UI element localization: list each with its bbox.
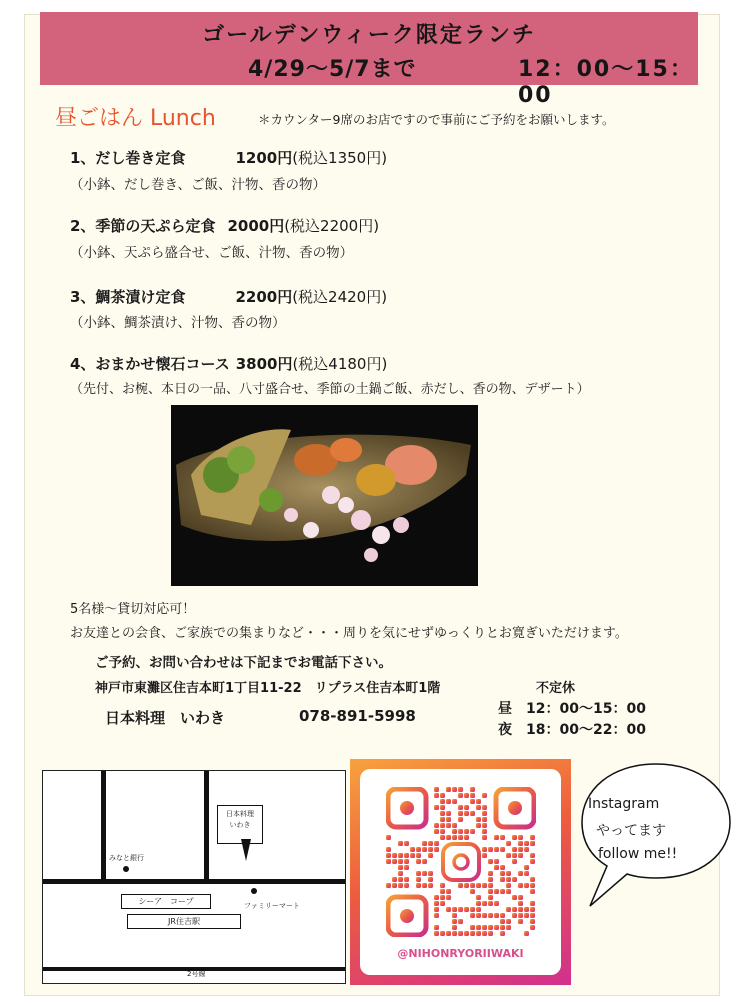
- qr-module: [494, 859, 499, 864]
- qr-module: [506, 889, 511, 894]
- menu-item-title: 1、だし巻き定食: [70, 149, 186, 167]
- qr-module: [452, 931, 457, 936]
- qr-module: [512, 835, 517, 840]
- qr-module: [398, 877, 403, 882]
- qr-module: [458, 883, 463, 888]
- qr-module: [512, 859, 517, 864]
- qr-module: [512, 877, 517, 882]
- menu-item-desc: （小鉢、鯛茶漬け、汁物、香の物）: [70, 315, 286, 331]
- qr-module: [458, 919, 463, 924]
- hours-dinner: 夜 18：00～22：00: [498, 722, 646, 738]
- qr-module: [470, 829, 475, 834]
- qr-module: [506, 907, 511, 912]
- menu-item-tax: (税込4180円): [292, 355, 388, 373]
- qr-module: [470, 883, 475, 888]
- qr-module: [506, 841, 511, 846]
- qr-module: [464, 907, 469, 912]
- qr-module: [482, 823, 487, 828]
- qr-module: [500, 871, 505, 876]
- menu-item-desc: （先付、お椀、本日の一品、八寸盛合せ、季節の土鍋ご飯、赤だし、香の物、デザート）: [70, 382, 590, 397]
- qr-module: [440, 889, 445, 894]
- qr-finder-dot: [508, 801, 522, 815]
- qr-module: [422, 841, 427, 846]
- qr-module: [476, 931, 481, 936]
- qr-module: [488, 901, 493, 906]
- qr-module: [428, 883, 433, 888]
- qr-module: [446, 787, 451, 792]
- menu-item-desc: （小鉢、だし巻き、ご飯、汁物、香の物）: [70, 177, 326, 193]
- menu-item-title: 3、鯛茶漬け定食: [70, 288, 186, 306]
- qr-module: [494, 901, 499, 906]
- qr-module: [440, 799, 445, 804]
- qr-module: [392, 877, 397, 882]
- menu-item: [70, 147, 387, 168]
- banner-dates: 4/29～5/7まで: [248, 57, 417, 82]
- qr-module: [410, 847, 415, 852]
- qr-code-icon[interactable]: [386, 787, 536, 937]
- map-road: [204, 771, 209, 879]
- qr-module: [488, 847, 493, 852]
- qr-module: [524, 883, 529, 888]
- menu-item: [70, 286, 387, 307]
- qr-module: [440, 835, 445, 840]
- reservation-notice: ＊カウンター9席のお店ですので事前にご予約をお願いします。: [258, 112, 615, 127]
- qr-module: [458, 829, 463, 834]
- qr-module: [428, 871, 433, 876]
- food-illustration: [171, 405, 478, 586]
- instagram-icon: [443, 844, 479, 880]
- qr-module: [440, 823, 445, 828]
- qr-module: [398, 841, 403, 846]
- qr-module: [470, 799, 475, 804]
- qr-module: [434, 895, 439, 900]
- map-coop: シーア コープ: [121, 894, 211, 909]
- qr-module: [488, 859, 493, 864]
- qr-module: [518, 853, 523, 858]
- qr-module: [446, 907, 451, 912]
- qr-module: [524, 847, 529, 852]
- qr-module: [446, 811, 451, 816]
- map-route-label: 2号線: [187, 970, 206, 978]
- qr-module: [530, 919, 535, 924]
- qr-module: [464, 829, 469, 834]
- event-banner: [40, 12, 698, 108]
- qr-module: [440, 901, 445, 906]
- qr-module: [434, 841, 439, 846]
- qr-module: [482, 847, 487, 852]
- qr-module: [518, 835, 523, 840]
- qr-module: [530, 877, 535, 882]
- qr-module: [518, 919, 523, 924]
- qr-module: [482, 931, 487, 936]
- qr-module: [506, 883, 511, 888]
- qr-module: [404, 877, 409, 882]
- menu-item-price: 2000円: [227, 217, 285, 235]
- map-familymart-label: ファミリーマート: [244, 902, 300, 910]
- qr-module: [446, 895, 451, 900]
- menu-item-price: 1200円: [235, 149, 293, 167]
- qr-module: [404, 853, 409, 858]
- qr-module: [476, 901, 481, 906]
- qr-module: [488, 895, 493, 900]
- map-shop-box: [217, 805, 263, 844]
- qr-module: [476, 805, 481, 810]
- qr-module: [518, 841, 523, 846]
- qr-module: [482, 925, 487, 930]
- map-shop-label: いわき: [229, 821, 251, 829]
- qr-module: [458, 805, 463, 810]
- qr-module: [500, 847, 505, 852]
- menu-item-title: 4、おまかせ懐石コース: [70, 355, 230, 373]
- qr-module: [482, 817, 487, 822]
- qr-module: [476, 895, 481, 900]
- qr-module: [398, 871, 403, 876]
- qr-module: [458, 811, 463, 816]
- qr-module: [458, 907, 463, 912]
- qr-module: [470, 907, 475, 912]
- qr-module: [452, 835, 457, 840]
- qr-module: [464, 931, 469, 936]
- qr-module: [386, 859, 391, 864]
- qr-module: [416, 871, 421, 876]
- qr-module: [422, 883, 427, 888]
- qr-module: [524, 931, 529, 936]
- qr-module: [470, 793, 475, 798]
- qr-module: [494, 865, 499, 870]
- qr-module: [386, 883, 391, 888]
- qr-module: [518, 913, 523, 918]
- qr-module: [452, 907, 457, 912]
- qr-module: [470, 913, 475, 918]
- hours-lunch: 昼 12：00～15：00: [498, 701, 646, 717]
- qr-module: [452, 829, 457, 834]
- qr-finder-dot: [400, 909, 414, 923]
- menu-item-tax: (税込2420円): [292, 288, 388, 306]
- qr-module: [464, 835, 469, 840]
- qr-module: [482, 901, 487, 906]
- qr-module: [392, 883, 397, 888]
- menu-item-price: 3800円: [235, 355, 293, 373]
- map-station: JR住吉駅: [127, 914, 241, 929]
- qr-module: [500, 913, 505, 918]
- qr-module: [434, 793, 439, 798]
- qr-module: [464, 805, 469, 810]
- qr-module: [488, 883, 493, 888]
- qr-module: [476, 823, 481, 828]
- qr-module: [386, 853, 391, 858]
- qr-module: [470, 811, 475, 816]
- instagram-handle[interactable]: @NIHONRYORIIWAKI: [397, 947, 524, 960]
- qr-module: [530, 853, 535, 858]
- qr-module: [488, 931, 493, 936]
- qr-module: [458, 787, 463, 792]
- qr-module: [530, 907, 535, 912]
- qr-module: [488, 871, 493, 876]
- qr-module: [530, 925, 535, 930]
- qr-module: [428, 877, 433, 882]
- qr-module: [512, 853, 517, 858]
- qr-module: [500, 877, 505, 882]
- qr-module: [506, 871, 511, 876]
- qr-module: [440, 811, 445, 816]
- qr-module: [482, 793, 487, 798]
- qr-module: [506, 853, 511, 858]
- qr-module: [440, 895, 445, 900]
- qr-module: [452, 919, 457, 924]
- qr-module: [458, 793, 463, 798]
- qr-module: [452, 925, 457, 930]
- menu-item-desc: （小鉢、天ぷら盛合せ、ご飯、汁物、香の物）: [70, 245, 354, 261]
- qr-module: [434, 829, 439, 834]
- qr-module: [428, 841, 433, 846]
- qr-module: [398, 853, 403, 858]
- qr-module: [386, 835, 391, 840]
- qr-module: [530, 859, 535, 864]
- qr-module: [530, 835, 535, 840]
- qr-module: [518, 883, 523, 888]
- qr-module: [518, 847, 523, 852]
- qr-module: [500, 865, 505, 870]
- qr-module: [434, 931, 439, 936]
- qr-module: [404, 841, 409, 846]
- qr-module: [422, 859, 427, 864]
- qr-module: [482, 835, 487, 840]
- qr-module: [470, 925, 475, 930]
- menu-item-title: 2、季節の天ぷら定食: [70, 217, 216, 235]
- qr-module: [458, 835, 463, 840]
- qr-module: [476, 817, 481, 822]
- qr-module: [434, 823, 439, 828]
- qr-module: [530, 901, 535, 906]
- qr-module: [416, 847, 421, 852]
- qr-module: [518, 901, 523, 906]
- qr-module: [482, 853, 487, 858]
- qr-finder-dot: [400, 801, 414, 815]
- qr-module: [398, 883, 403, 888]
- banner-title: ゴールデンウィーク限定ランチ: [202, 23, 536, 48]
- qr-module: [530, 883, 535, 888]
- qr-module: [404, 859, 409, 864]
- qr-module: [440, 931, 445, 936]
- qr-module: [530, 841, 535, 846]
- qr-module: [458, 817, 463, 822]
- qr-module: [512, 847, 517, 852]
- qr-module: [404, 883, 409, 888]
- lunch-heading: 昼ごはん Lunch: [55, 106, 216, 131]
- qr-module: [464, 793, 469, 798]
- qr-module: [494, 889, 499, 894]
- qr-module: [476, 925, 481, 930]
- qr-panel: [360, 769, 561, 975]
- qr-module: [410, 853, 415, 858]
- qr-module: [494, 847, 499, 852]
- qr-module: [524, 841, 529, 846]
- qr-module: [428, 847, 433, 852]
- closed-days: 不定休: [536, 681, 576, 696]
- qr-module: [392, 859, 397, 864]
- qr-module: [464, 883, 469, 888]
- bubble-text: follow me!!: [598, 846, 678, 862]
- qr-module: [482, 913, 487, 918]
- qr-module: [446, 799, 451, 804]
- qr-module: [482, 883, 487, 888]
- qr-module: [446, 823, 451, 828]
- bubble-text: Instagram: [588, 796, 660, 812]
- bubble-text: やってます: [596, 823, 666, 839]
- qr-module: [524, 913, 529, 918]
- map-shop-pointer: [241, 839, 251, 861]
- qr-module: [440, 817, 445, 822]
- qr-module: [524, 871, 529, 876]
- qr-module: [440, 793, 445, 798]
- qr-module: [506, 925, 511, 930]
- qr-module: [494, 835, 499, 840]
- qr-module: [416, 859, 421, 864]
- qr-module: [518, 895, 523, 900]
- qr-module: [434, 805, 439, 810]
- qr-module: [392, 853, 397, 858]
- qr-module: [476, 907, 481, 912]
- qr-module: [512, 895, 517, 900]
- qr-module: [488, 913, 493, 918]
- map-bank-label: みなと銀行: [109, 854, 144, 862]
- qr-module: [422, 847, 427, 852]
- menu-item-tax: (税込2200円): [284, 217, 380, 235]
- qr-module: [434, 913, 439, 918]
- qr-module: [500, 889, 505, 894]
- instagram-lens: [454, 855, 468, 869]
- qr-module: [446, 817, 451, 822]
- menu-item: [70, 215, 379, 236]
- qr-module: [434, 907, 439, 912]
- qr-module: [500, 925, 505, 930]
- map-familymart-marker: [251, 888, 257, 894]
- qr-module: [434, 787, 439, 792]
- qr-module: [458, 931, 463, 936]
- qr-module: [386, 847, 391, 852]
- qr-module: [476, 883, 481, 888]
- access-map: [42, 770, 346, 984]
- qr-module: [440, 805, 445, 810]
- qr-module: [488, 925, 493, 930]
- qr-module: [482, 805, 487, 810]
- qr-module: [524, 907, 529, 912]
- qr-module: [476, 799, 481, 804]
- gathering-note: お友達との会食、ご家族での集まりなど・・・周りを気にせずゆっくりとお寛ぎいただけます。: [70, 626, 628, 641]
- charter-note: 5名様～貸切対応可！: [70, 602, 196, 617]
- qr-module: [464, 811, 469, 816]
- menu-item-tax: (税込1350円): [292, 149, 388, 167]
- qr-module: [488, 877, 493, 882]
- qr-module: [446, 835, 451, 840]
- qr-module: [494, 913, 499, 918]
- qr-module: [506, 919, 511, 924]
- qr-module: [434, 847, 439, 852]
- qr-module: [422, 871, 427, 876]
- qr-module: [440, 829, 445, 834]
- menu-item-price: 2200円: [235, 288, 293, 306]
- qr-module: [428, 853, 433, 858]
- menu-item: [70, 353, 387, 374]
- qr-module: [524, 865, 529, 870]
- qr-module: [416, 877, 421, 882]
- qr-module: [398, 865, 403, 870]
- qr-module: [494, 925, 499, 930]
- qr-module: [530, 913, 535, 918]
- qr-module: [500, 931, 505, 936]
- qr-module: [452, 913, 457, 918]
- qr-module: [416, 883, 421, 888]
- map-bank-marker: [123, 866, 129, 872]
- instagram-qr-card[interactable]: [350, 759, 571, 985]
- qr-module: [470, 889, 475, 894]
- qr-module: [470, 931, 475, 936]
- qr-module: [488, 889, 493, 894]
- map-road: [101, 771, 106, 879]
- contact-note: ご予約、お問い合わせは下記までお電話下さい。: [95, 655, 392, 671]
- qr-module: [452, 787, 457, 792]
- qr-module: [500, 919, 505, 924]
- qr-module: [512, 907, 517, 912]
- qr-module: [482, 829, 487, 834]
- qr-module: [518, 871, 523, 876]
- qr-module: [440, 883, 445, 888]
- phone-number[interactable]: 078-891-5998: [299, 707, 416, 725]
- kaiseki-photo: [171, 405, 478, 586]
- qr-module: [452, 823, 457, 828]
- qr-module: [446, 889, 451, 894]
- qr-module: [476, 913, 481, 918]
- qr-module: [506, 877, 511, 882]
- qr-module: [500, 835, 505, 840]
- qr-module: [512, 913, 517, 918]
- qr-module: [452, 799, 457, 804]
- map-road: [43, 879, 345, 884]
- qr-module: [416, 853, 421, 858]
- qr-module: [404, 865, 409, 870]
- restaurant-name: 日本料理 いわき: [105, 709, 226, 727]
- qr-module: [398, 859, 403, 864]
- qr-module: [446, 931, 451, 936]
- map-shop-label: 日本料理: [226, 810, 254, 818]
- qr-module: [518, 907, 523, 912]
- qr-module: [434, 925, 439, 930]
- banner-time: 12：00～15：00: [518, 57, 694, 108]
- qr-module: [470, 787, 475, 792]
- qr-module: [434, 901, 439, 906]
- qr-module: [482, 811, 487, 816]
- address: 神戸市東灘区住吉本町1丁目11-22 リプラス住吉本町1階: [95, 681, 441, 696]
- qr-module: [530, 889, 535, 894]
